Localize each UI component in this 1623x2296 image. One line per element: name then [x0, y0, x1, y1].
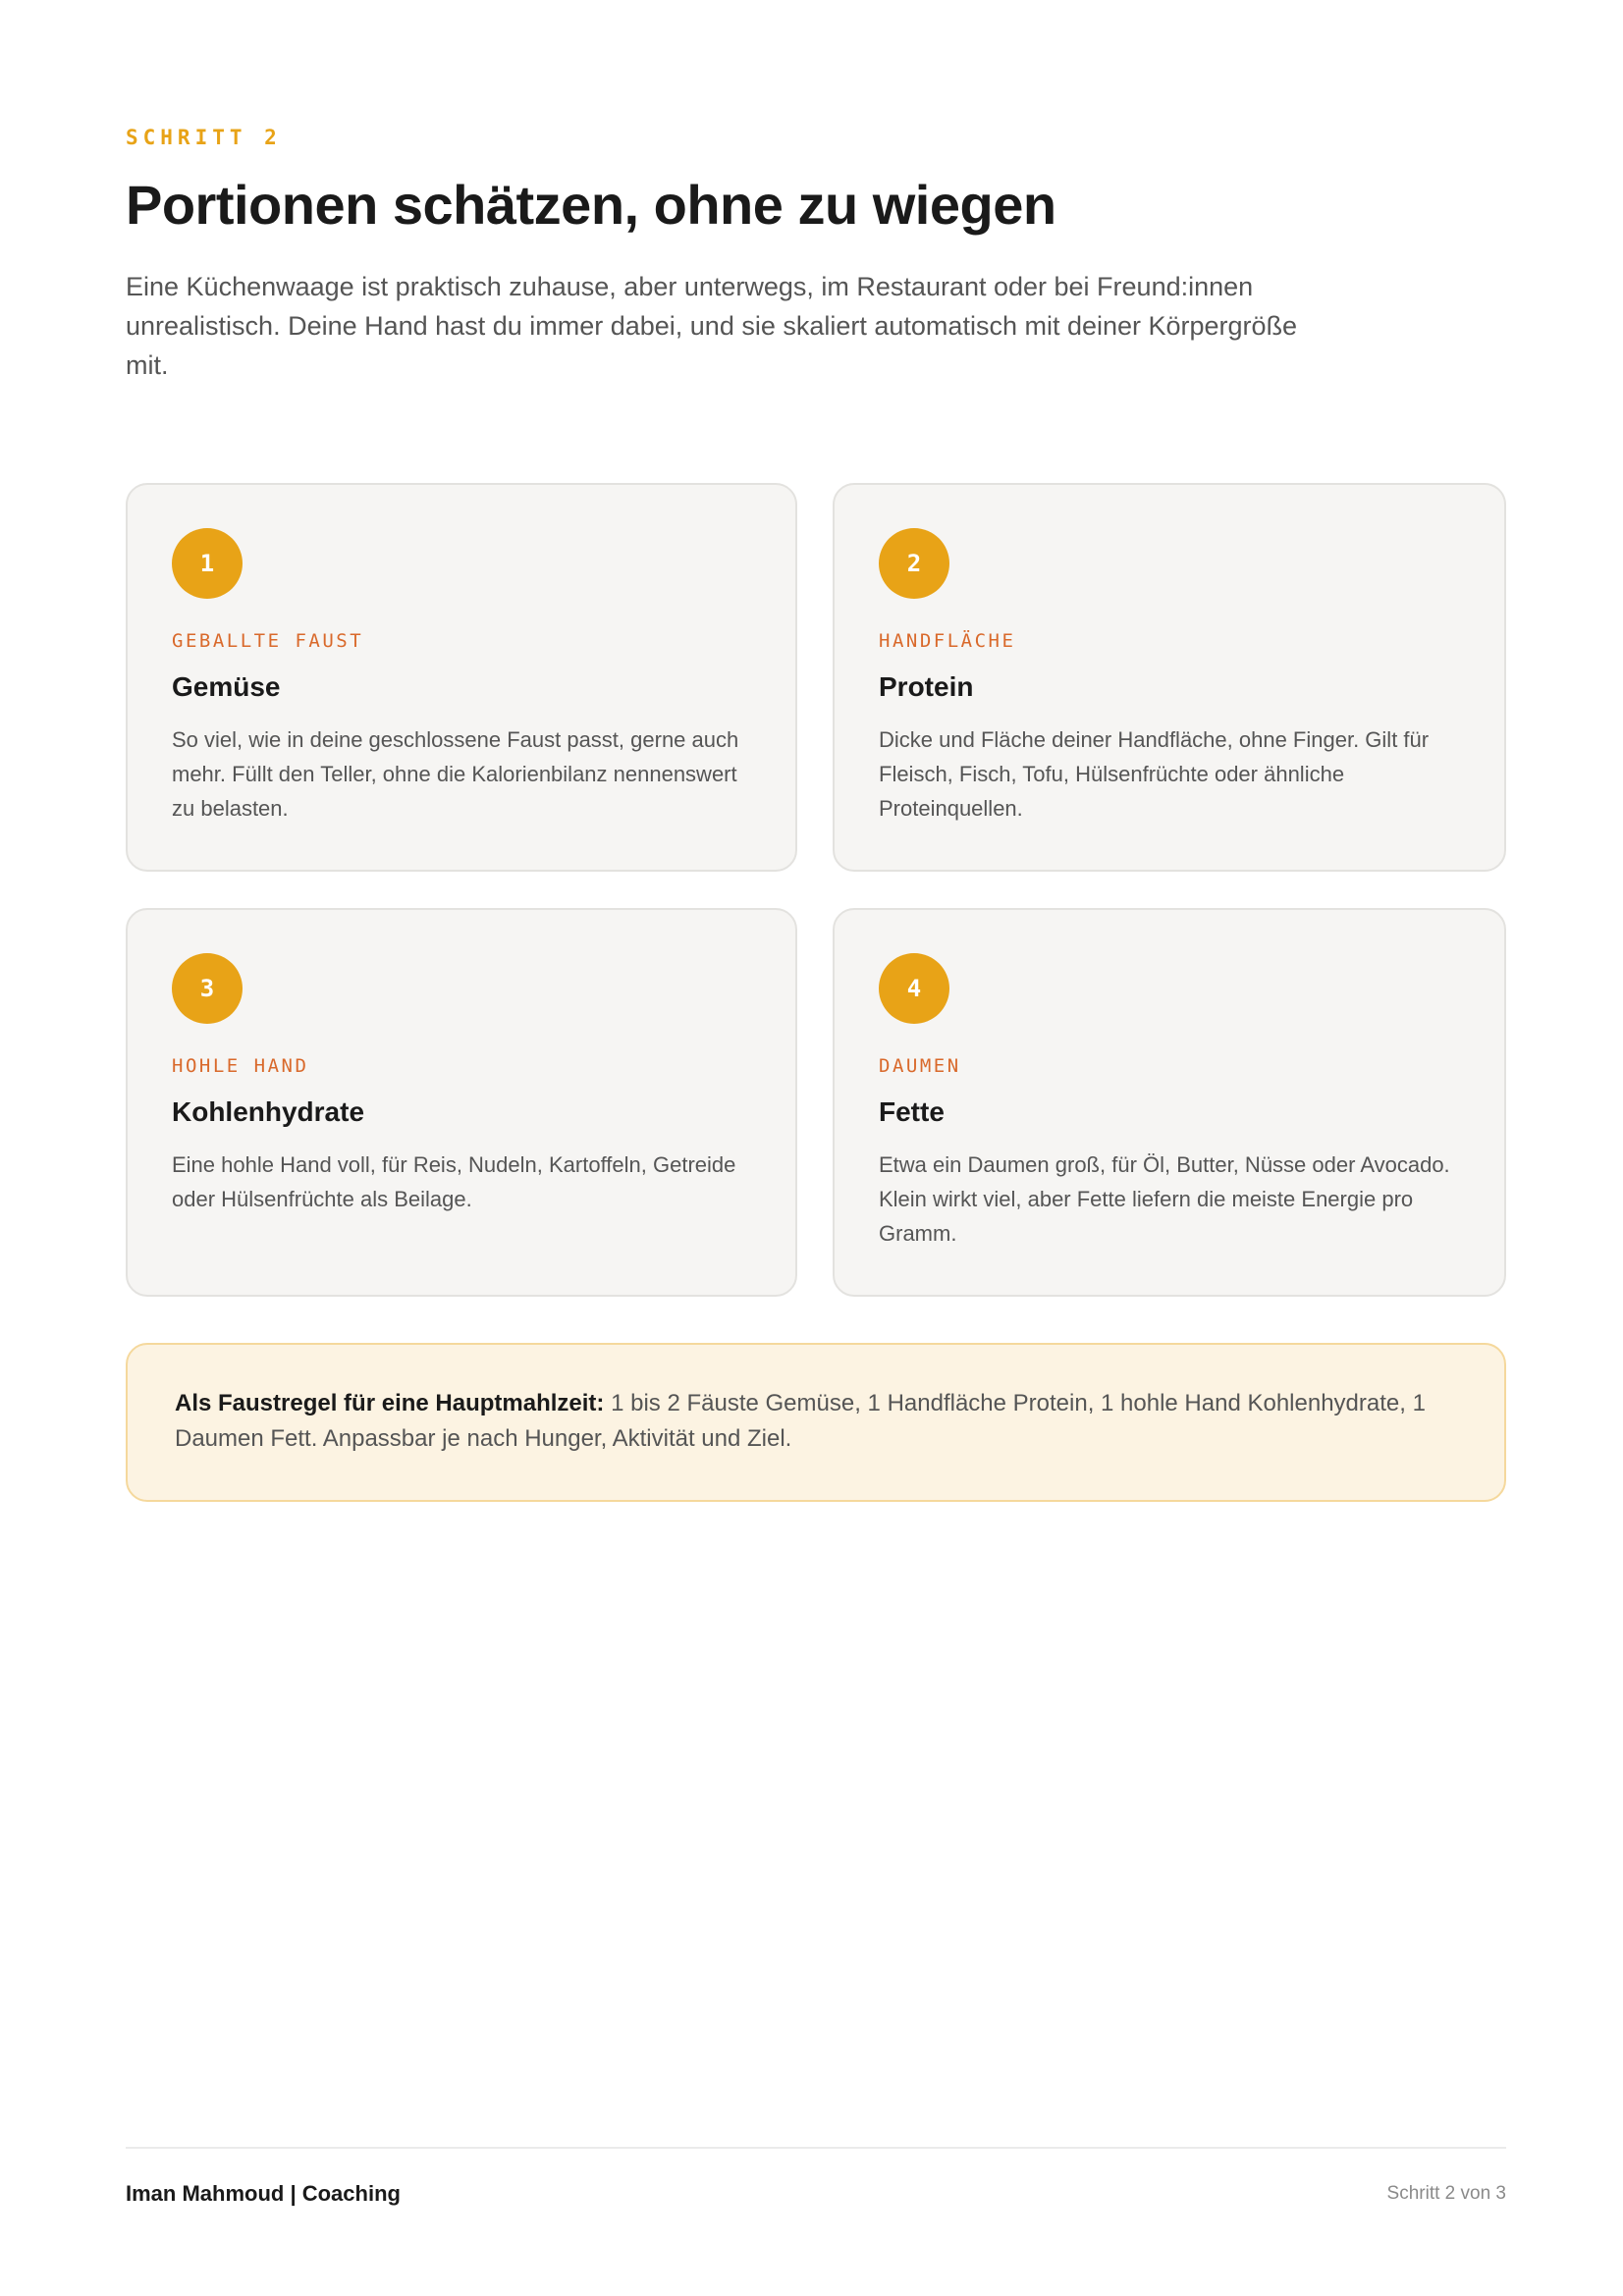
- rule-of-thumb-callout: [126, 1343, 1506, 1502]
- step-number-badge: 2: [879, 528, 949, 599]
- card-kicker: DAUMEN: [879, 1055, 961, 1077]
- step-number-badge: 4: [879, 953, 949, 1024]
- card-heading: Fette: [879, 1096, 945, 1127]
- card-kicker: HOHLE HAND: [172, 1055, 309, 1077]
- card-kicker: GEBALLTE FAUST: [172, 630, 364, 652]
- footer-divider: [126, 2147, 1506, 2149]
- page: [126, 0, 1506, 2296]
- card-heading: Gemüse: [172, 671, 281, 702]
- rule-of-thumb-text: 1 bis 2 Fäuste Gemüse, 1 Handfläche Protein, 1 hohle Hand Kohlenhydrate, 1 Daumen Fett. Anpassbar je nach Hunger, Aktivität und Ziel.: [175, 1390, 1426, 1452]
- card-description: Eine hohle Hand voll, für Reis, Nudeln, Kartoffeln, Getreide oder Hülsenfrüchte als Beilage.: [172, 1152, 736, 1211]
- portion-card-protein: [833, 483, 1506, 872]
- rule-of-thumb-label: Als Faustregel für eine Hauptmahlzeit:: [175, 1390, 605, 1416]
- portion-card-fats: [833, 908, 1506, 1297]
- intro-paragraph: Eine Küchenwaage ist praktisch zuhause, aber unterwegs, im Restaurant oder bei Freund:innen unrealistisch. Deine Hand hast du immer dabei, und sie skaliert automatisch mit deiner Körpergröße mit.: [126, 272, 1298, 380]
- footer-page-indicator: Schritt 2 von 3: [1386, 2183, 1506, 2204]
- card-description: Etwa ein Daumen groß, für Öl, Butter, Nüsse oder Avocado. Klein wirkt viel, aber Fette liefern die meiste Energie pro Gramm.: [879, 1152, 1450, 1246]
- step-number-badge: 3: [172, 953, 243, 1024]
- card-heading: Protein: [879, 671, 974, 702]
- card-description: So viel, wie in deine geschlossene Faust passt, gerne auch mehr. Füllt den Teller, ohne die Kalorienbilanz nennenswert zu belasten.: [172, 727, 739, 821]
- step-eyebrow: SCHRITT 2: [126, 126, 282, 149]
- card-description: Dicke und Fläche deiner Handfläche, ohne Finger. Gilt für Fleisch, Fisch, Tofu, Hülsenfrüchte oder ähnliche Proteinquellen.: [879, 727, 1430, 821]
- page-title: Portionen schätzen, ohne zu wiegen: [126, 174, 1056, 236]
- footer-brand: Iman Mahmoud | Coaching: [126, 2181, 401, 2206]
- card-kicker: HANDFLÄCHE: [879, 630, 1016, 652]
- step-number-badge: 1: [172, 528, 243, 599]
- portion-card-carbs: [126, 908, 797, 1297]
- portion-card-vegetables: [126, 483, 797, 872]
- card-heading: Kohlenhydrate: [172, 1096, 365, 1127]
